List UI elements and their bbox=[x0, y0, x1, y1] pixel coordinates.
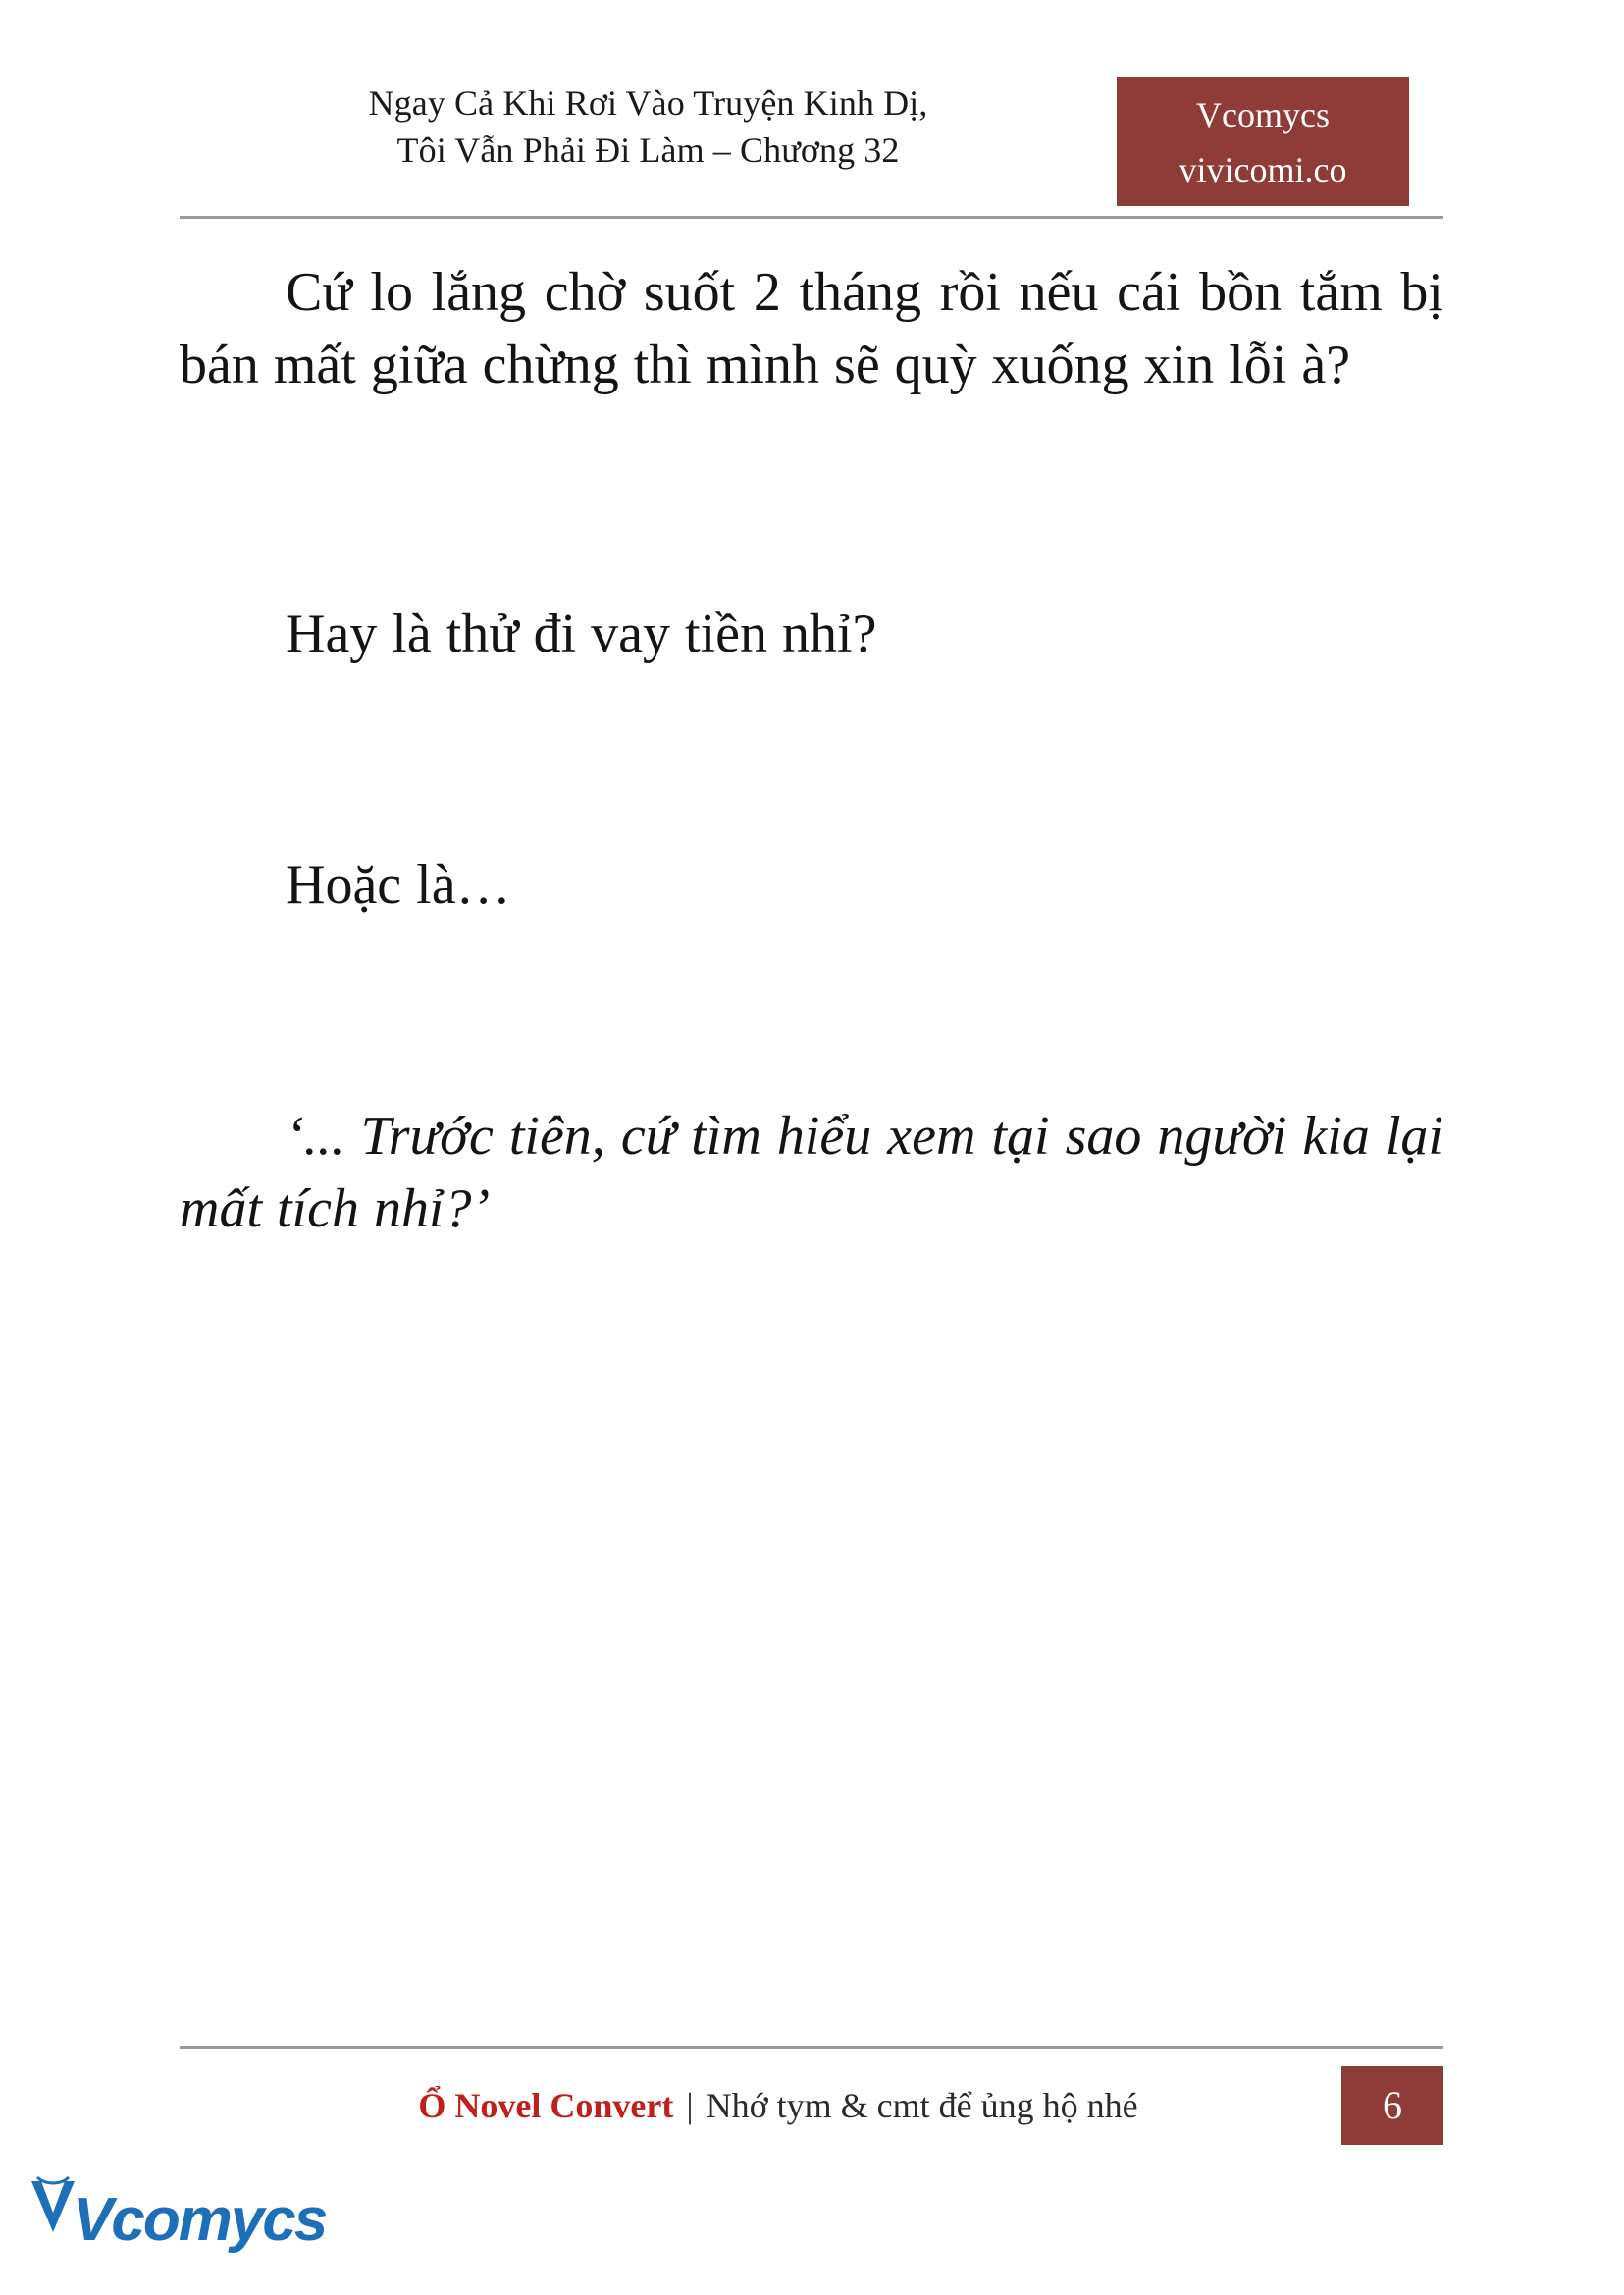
chapter-title bbox=[180, 80, 1117, 175]
watermark-logo bbox=[27, 2169, 327, 2277]
vcomycs-mark-icon bbox=[27, 2175, 79, 2240]
page-header bbox=[180, 77, 1443, 219]
footer-note: Nhớ tym & cmt để ủng hộ nhé bbox=[706, 2086, 1138, 2125]
paragraph-spacer bbox=[180, 402, 1443, 599]
paragraph-spacer bbox=[180, 922, 1443, 1101]
paragraph-spacer bbox=[180, 671, 1443, 850]
chapter-title-line-1: Ngay Cả Khi Rơi Vào Truyện Kinh Dị, bbox=[368, 83, 928, 123]
footer-credit bbox=[180, 2066, 1377, 2145]
site-badge-name: Vcomycs bbox=[1196, 95, 1330, 134]
paragraph-1: Cứ lo lắng chờ suốt 2 tháng rồi nếu cái bồn tắm bị bán mất giữa chừng thì mình sẽ quỳ xuống xin lỗi à? bbox=[180, 262, 1443, 395]
page-content bbox=[180, 257, 1443, 1245]
watermark-text: Vcomycs bbox=[73, 2186, 327, 2254]
page-number-badge: 6 bbox=[1341, 2066, 1443, 2145]
page-footer bbox=[180, 2046, 1443, 2164]
paragraph-2: Hay là thử đi vay tiền nhỉ? bbox=[286, 602, 877, 664]
footer-separator: | bbox=[686, 2086, 694, 2125]
site-badge bbox=[1117, 77, 1409, 206]
chapter-title-line-2: Tôi Vẫn Phải Đi Làm – Chương 32 bbox=[396, 130, 900, 170]
paragraph-4: ‘... Trước tiên, cứ tìm hiểu xem tại sao người kia lại mất tích nhỉ?’ bbox=[180, 1105, 1443, 1239]
footer-inner bbox=[180, 2066, 1443, 2145]
footer-brand: Ổ Novel Convert bbox=[418, 2086, 674, 2125]
paragraph-3: Hoặc là… bbox=[286, 854, 511, 915]
site-badge-url: vivicomi.co bbox=[1179, 149, 1347, 189]
